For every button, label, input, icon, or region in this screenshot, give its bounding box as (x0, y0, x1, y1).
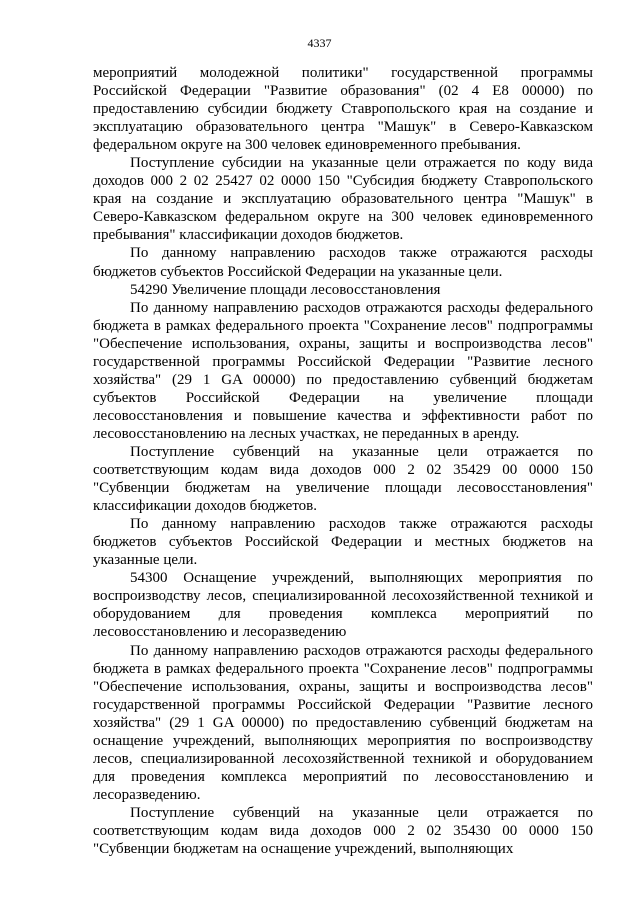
paragraph-subsidy-receipt: Поступление субсидии на указанные цели отражается по коду вида доходов 000 2 02 25427 02 0000 150 "Субсидия бюджету Ставропольского края на создание и эксплуатацию образовательного центра "Машук" в Северо-Кавказском федеральном округе на 300 человек единовременного пребывания" классификации доходов бюджетов. (93, 155, 593, 244)
paragraph-subvention-receipt-54300: Поступление субвенций на указанные цели отражается по соответствующим кодам вида доходов 000 2 02 35430 00 0000 150 "Субвенции бюджетам на оснащение учреждений, выполняющих (93, 804, 593, 858)
paragraph-regional-local-expenses: По данному направлению расходов также отражаются расходы бюджетов субъектов Российской Федерации и местных бюджетов на указанные цели. (93, 516, 593, 569)
page-number: 4337 (307, 36, 332, 50)
paragraph-federal-expenses-54300: По данному направлению расходов отражаются расходы федерального бюджета в рамках федерального проекта "Сохранение лесов" подпрограммы "Обеспечение использования, охраны, защиты и воспроизводства лесов" государственной программы Российской Федерации "Развитие лесного хозяйства" (29 1 GA 00000) по предоставлению субвенций бюджетам на оснащение учреждений, выполняющих мероприятия по воспроизводству лесов, специализированной лесохозяйственной техникой и оборудованием для проведения комплекса мероприятий по лесовосстановлению и лесоразведению. (93, 642, 593, 803)
section-heading-54300: 54300 Оснащение учреждений, выполняющих мероприятия по воспроизводству лесов, специализированной лесохозяйственной техникой и оборудованием для проведения комплекса мероприятий по лесовосстановлению и лесоразведению (93, 570, 593, 641)
paragraph-subvention-receipt-54290: Поступление субвенций на указанные цели отражается по соответствующим кодам вида доходов 000 2 02 35429 00 0000 150 "Субвенции бюджетам на увеличение площади лесовосстановления" классификации доходов бюджетов. (93, 443, 593, 515)
paragraph-regional-expenses: По данному направлению расходов также отражаются расходы бюджетов субъектов Российской Федерации на указанные цели. (93, 245, 593, 280)
paragraph-continuation: мероприятий молодежной политики" государственной программы Российской Федерации "Развитие образования" (02 4 E8 00000) по предоставлению субсидии бюджету Ставропольского края на создание и эксплуатацию образовательного центра "Машук" в Северо-Кавказском федеральном округе на 300 человек единовременного пребывания. (93, 65, 593, 154)
paragraph-federal-expenses-54290: По данному направлению расходов отражаются расходы федерального бюджета в рамках федерального проекта "Сохранение лесов" подпрограммы "Обеспечение использования, охраны, защиты и воспроизводства лесов" государственной программы Российской Федерации "Развитие лесного хозяйства" (29 1 GA 00000) по предоставлению субвенций бюджетам субъектов Российской Федерации на увеличение площади лесовосстановления и повышение качества и эффективности работ по лесовосстановлению на лесных участках, не переданных в аренду. (93, 299, 593, 442)
document-body (93, 64, 593, 858)
section-heading-54290: 54290 Увеличение площади лесовосстановления (130, 281, 441, 298)
